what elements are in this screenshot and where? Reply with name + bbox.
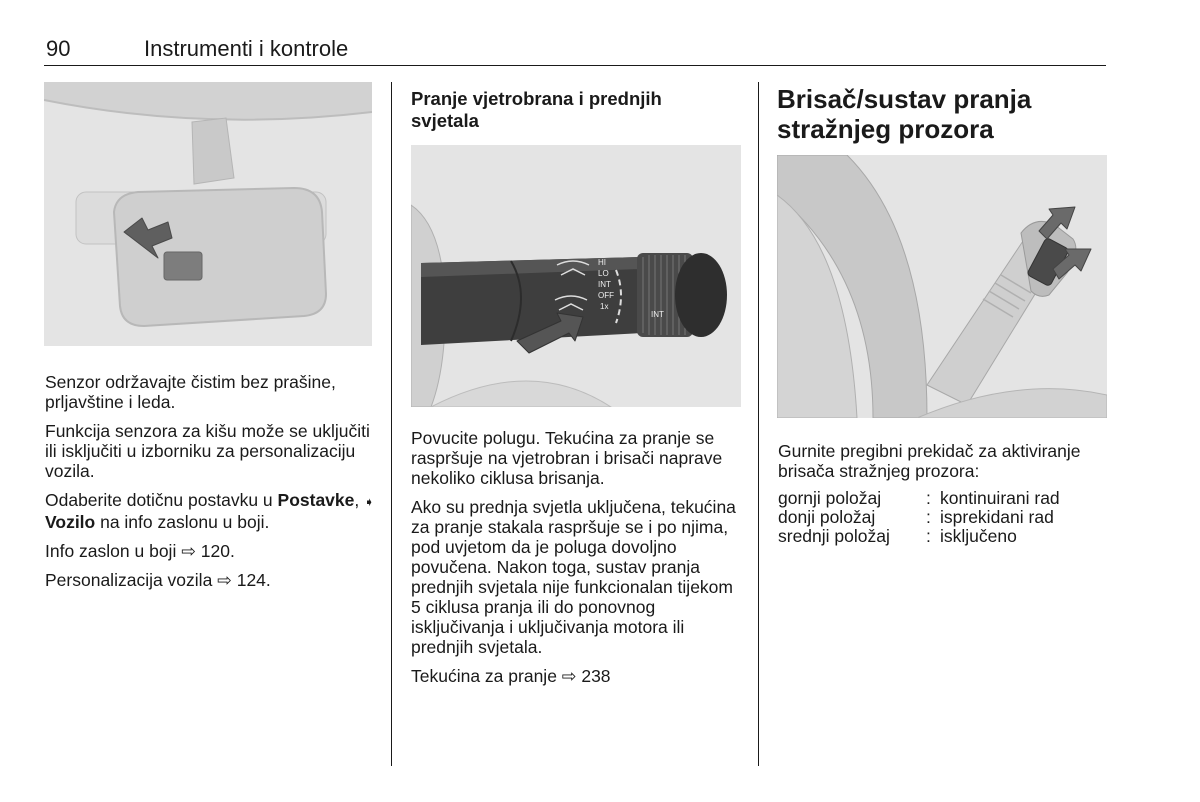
settings-path-paragraph: Odaberite dotičnu postavku u Postavke, ➧ Vozilo na info zaslonu u boji.: [45, 490, 375, 532]
vehicle-label: Vozilo: [45, 512, 96, 532]
column-divider-2: [758, 82, 759, 766]
position-name: donji položaj: [778, 507, 876, 527]
rain-sensor-figure: [44, 82, 372, 346]
rear-wiper-intro: Gurnite pregibni prekidač za aktiviranje brisača stražnjeg prozora:: [778, 441, 1081, 481]
position-name: srednji položaj: [778, 526, 890, 546]
page-reference-icon: ⇨: [217, 570, 232, 590]
position-function: isprekidani rad: [940, 507, 1054, 527]
menu-arrow-icon: ➧: [364, 495, 375, 509]
settings-label: Postavke: [277, 490, 355, 510]
headlight-wash-paragraph-cont: 5 ciklusa pranja ili do ponovnog isključivanja i uključivanja motora ili prednjih svjetala.: [411, 597, 685, 657]
pull-lever-paragraph: Povucite polugu. Tekućina za pranje se raspršuje na vjetrobran i brisači naprave nekoliko ciklusa brisanja.: [411, 428, 723, 488]
position-separator: :: [926, 526, 931, 546]
page-reference-icon: ⇨: [561, 666, 577, 686]
sensor-clean-paragraph: Senzor održavajte čistim bez prašine, prljavštine i leda.: [45, 372, 336, 412]
position-separator: :: [926, 488, 931, 508]
column-divider-1: [391, 82, 392, 766]
position-name: gornji položaj: [778, 488, 882, 508]
reference-color-info-display: Info zaslon u boji ⇨ 120.: [45, 541, 235, 561]
chapter-title: Instrumenti i kontrole: [144, 36, 349, 61]
header-rule: [44, 65, 1106, 66]
sensor-toggle-paragraph: Funkcija senzora za kišu može se uključiti ili isključiti u izborniku za personalizaciju vozila.: [45, 421, 370, 481]
position-separator: :: [926, 507, 931, 527]
position-function: isključeno: [940, 526, 1017, 546]
col3-text: [778, 441, 1108, 546]
stalk-label-1x: 1x: [600, 302, 609, 311]
section-heading-rear-wiper: Brisač/sustav pranja stražnjeg prozora: [777, 84, 1032, 144]
col1-text: [45, 372, 385, 599]
switch-position-table: [778, 489, 1060, 546]
page-number: 90: [46, 36, 71, 61]
switch-position-row: [778, 489, 1060, 508]
page-reference-icon: ⇨: [181, 541, 196, 561]
section-heading-windscreen-wash: Pranje vjetrobrana i prednjih svjetala: [411, 88, 662, 131]
stalk-label-int: INT: [598, 280, 611, 289]
stalk-label-off: OFF: [598, 291, 614, 300]
position-function: kontinuirani rad: [940, 488, 1060, 508]
switch-position-row: [778, 508, 1060, 527]
switch-position-row: [778, 527, 1060, 546]
rear-wiper-switch-figure: [777, 155, 1107, 418]
stalk-label-hi: HI: [598, 258, 606, 267]
reference-washer-fluid: Tekućina za pranje ⇨ 238: [411, 666, 611, 686]
headlight-wash-paragraph: Ako su prednja svjetla uključena, tekućina za pranje stakala raspršuje se i po njima, pod uvjetom da je poluga dovoljno povučena. Nakon toga, sustav pranja prednjih svjetala nije funkcionalan tijekom: [411, 497, 736, 597]
stalk-label-lo: LO: [598, 269, 609, 278]
wiper-stalk-figure: [411, 145, 741, 407]
ring-label-int: INT: [651, 310, 664, 319]
col2-text: [411, 428, 751, 695]
reference-vehicle-personalization: Personalizacija vozila ⇨ 124.: [45, 570, 271, 590]
